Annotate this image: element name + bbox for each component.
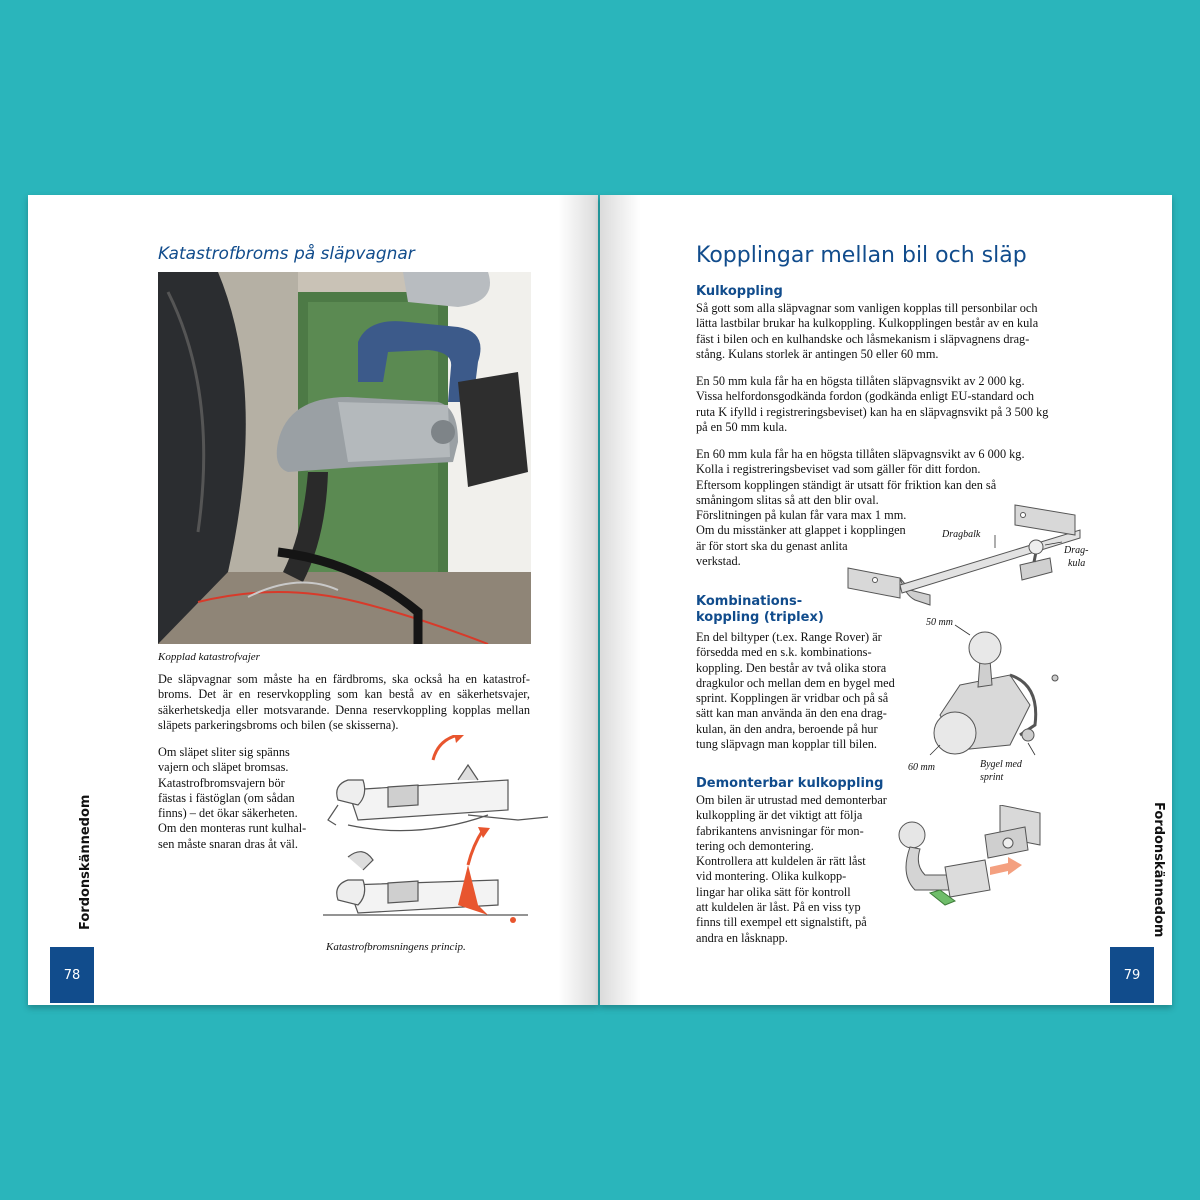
text-line: Om den monteras runt kulhal- <box>158 821 307 836</box>
text-line: Om du misstänker att glappet i kopplingen <box>696 523 906 538</box>
dragbalk-illustration <box>840 500 1100 620</box>
text-line: ruta K ifylld i registreringsbeviset) kan ha en släpvagnsvikt på 3 500 kg <box>696 404 1049 419</box>
text-line: Om bilen är utrustad med demonterbar <box>696 793 887 807</box>
text-line: sätt kan man använda än den ena drag- <box>696 706 887 721</box>
text-line: Kolla i registreringsbeviset vad som gäller för ditt fordon. <box>696 462 981 477</box>
side-section-label: Fordonskännedom <box>78 794 93 930</box>
text-line: småningom slitas så att den blir oval. <box>696 492 879 507</box>
paragraph-demonterbar <box>696 793 896 946</box>
text-line: Katastrofbromsvajern bör <box>158 775 285 790</box>
text-line: sprint. Kopplingen är vridbar och på så <box>696 691 889 706</box>
label-bygel-2: sprint <box>980 772 1004 783</box>
text-line: lätta lastbilar brukar ha kulkoppling. Kulkopplingen består av en kula <box>696 316 1039 331</box>
page-gutter-shadow <box>600 195 640 1005</box>
text-line: vid montering. Olika kulkopp- <box>696 869 847 884</box>
right-page <box>600 195 1172 1005</box>
text-line: på en 50 mm kula. <box>696 419 788 434</box>
text-line: försedda med en s.k. kombinations- <box>696 645 872 660</box>
text-line: fäst i bilen och en kulhandske och låsmekanism i släpvagnens drag- <box>696 331 1030 346</box>
text-line: verkstad. <box>696 554 741 569</box>
text-line: Kontrollera att kuldelen är rätt låst <box>696 854 866 869</box>
section-title-demonterbar: Demonterbar kulkoppling <box>696 776 884 791</box>
text-line: dragkulor och mellan dem en bygel med <box>696 675 895 690</box>
text-line: fabrikantens anvisningar för mon- <box>696 823 864 838</box>
text-line: kulkoppling är det viktigt att följa <box>696 808 863 823</box>
text-line: fästas i fästöglan (om sådan <box>158 790 295 805</box>
photo-caption: Kopplad katastrofvajer <box>158 651 260 663</box>
text-line: En 60 mm kula får ha en högsta tillåten släpvagnsvikt av 6 000 kg. <box>696 447 1025 461</box>
right-page-heading: Kopplingar mellan bil och släp <box>696 243 1027 268</box>
text-line: Eftersom kopplingen ständigt är utsatt för friktion kan den så <box>696 477 997 492</box>
paragraph-kombination <box>696 630 926 752</box>
paragraph-wire-tension <box>158 745 328 852</box>
section-title-line: Kombinations- <box>696 594 803 609</box>
text-line: Vissa helfordonsgodkända fordon (godkända enligt EU-standard och <box>696 389 1035 404</box>
side-section-label: Fordonskännedom <box>1151 802 1166 938</box>
text-line: att kuldelen är låst. På en viss typ <box>696 900 861 915</box>
text-line: stång. Kulans storlek är antingen 50 eller 60 mm. <box>696 346 939 361</box>
section-title-kulkoppling: Kulkoppling <box>696 284 783 299</box>
diagram-caption: Katastrofbromsningens princip. <box>326 941 466 953</box>
text-line: lingar har olika sätt för kontroll <box>696 884 851 899</box>
label-dragkula-2: kula <box>1068 558 1086 569</box>
label-bygel-1: Bygel med <box>980 759 1022 770</box>
paragraph-emergency-brake: De släpvagnar som måste ha en färdbroms, ska också ha en katastrof-broms. Det är en reservkoppling som kan bestå av en säkerhetsvajer, säkerhetskedja eller motsvarande. Denna reservkoppling kopplas mellan släpets parkeringsbroms och bilen (se skisserna). <box>158 672 530 732</box>
text-line: En del biltyper (t.ex. Range Rover) är <box>696 630 882 644</box>
label-60mm: 60 mm <box>908 762 935 773</box>
open-book <box>28 195 1172 1005</box>
text-line: Så gott som alla släpvagnar som vanligen kopplas till personbilar och <box>696 301 1038 315</box>
triplex-illustration <box>900 615 1070 795</box>
text-line: är för stort ska du genast anlita <box>696 538 848 553</box>
label-dragbalk: Dragbalk <box>942 529 981 540</box>
text-line: finns) – det ökar säkerheten. <box>158 806 298 821</box>
page-gutter-shadow <box>558 195 598 1005</box>
label-dragkula-1: Drag- <box>1064 545 1089 556</box>
text-line: En 50 mm kula får ha en högsta tillåten släpvagnsvikt av 2 000 kg. <box>696 374 1025 388</box>
trailer-coupling-photo <box>158 272 531 644</box>
brake-principle-diagram <box>318 735 548 945</box>
text-line: tering och demontering. <box>696 838 814 853</box>
text-line: Förslitningen på kulan får vara max 1 mm. <box>696 508 907 523</box>
text-line: tung släpvagn man kopplar till bilen. <box>696 737 878 752</box>
page-number: 79 <box>1110 947 1154 1003</box>
text-line: vajern och släpet bromsas. <box>158 760 289 775</box>
paragraph-50mm <box>696 374 1086 435</box>
page-number: 78 <box>50 947 94 1003</box>
text-line: andra en låsknapp. <box>696 930 788 945</box>
section-title-kombination <box>696 594 824 626</box>
left-page-heading: Katastrofbroms på släpvagnar <box>158 244 415 264</box>
text-line: sen måste snaran dras åt väl. <box>158 836 298 851</box>
text-line: kulan, än den andra, beroende på hur <box>696 721 878 736</box>
label-50mm: 50 mm <box>926 617 953 628</box>
detachable-towbar-illustration <box>890 805 1090 925</box>
text-line: finns till exempel ett signalstift, på <box>696 915 867 930</box>
section-title-line: koppling (triplex) <box>696 610 824 625</box>
paragraph-kulkoppling-intro <box>696 301 1076 362</box>
text-line: Om släpet sliter sig spänns <box>158 745 290 759</box>
left-page <box>28 195 598 1005</box>
text-line: koppling. Den består av två olika stora <box>696 660 887 675</box>
